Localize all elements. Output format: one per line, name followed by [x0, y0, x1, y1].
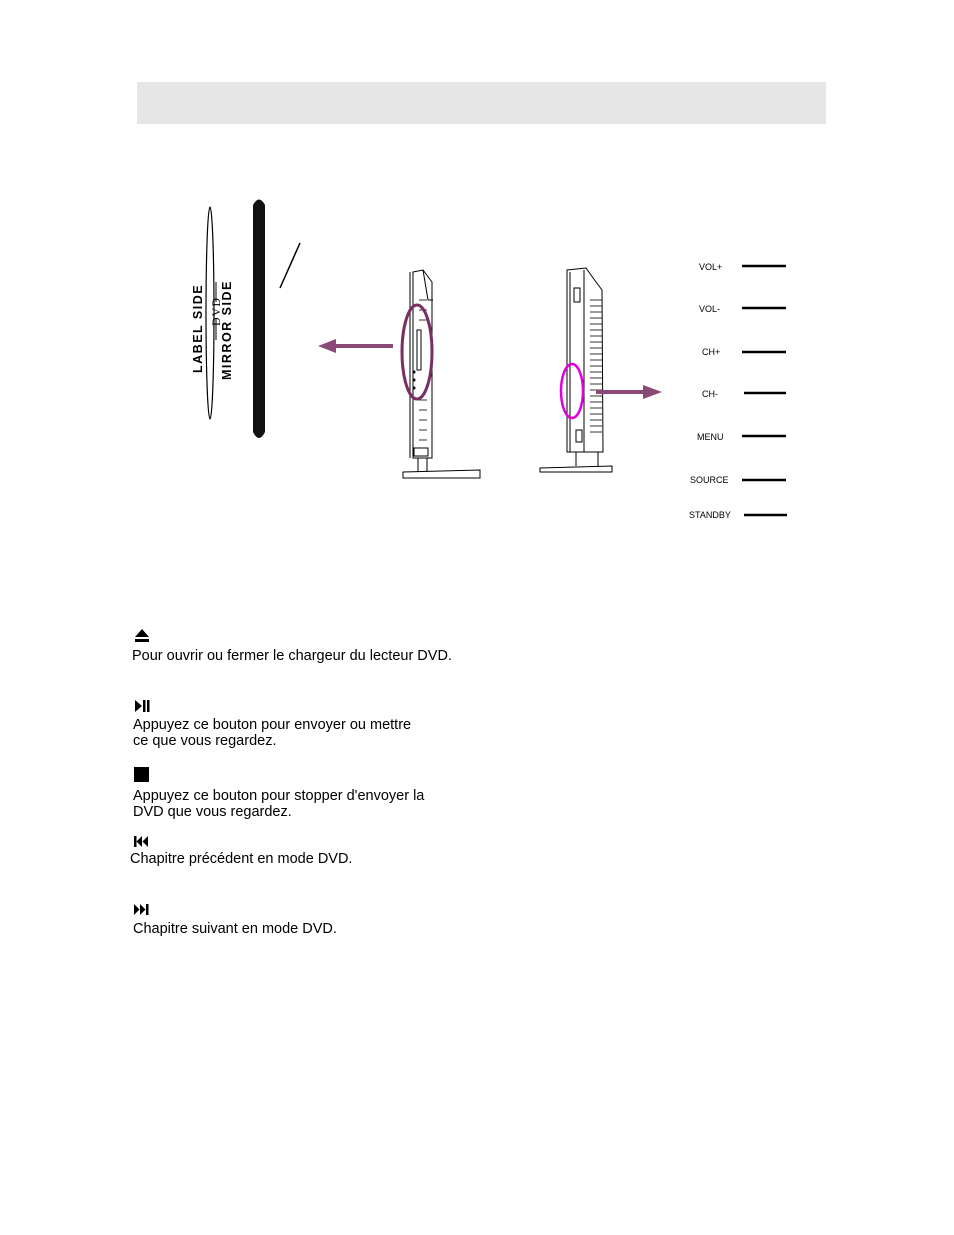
source-label: SOURCE	[690, 475, 729, 485]
menu-label: MENU	[697, 432, 724, 442]
pointer-line	[280, 243, 300, 288]
vol-plus-label: VOL+	[699, 262, 723, 272]
ch-plus-label: CH+	[702, 347, 721, 357]
stop-icon	[134, 767, 150, 783]
ch-minus-label: CH-	[702, 389, 718, 399]
device-diagram	[0, 0, 954, 560]
play-pause-icon	[134, 699, 150, 713]
standby-label: STANDBY	[689, 510, 731, 520]
tv-side-view-right	[540, 268, 612, 472]
next-chapter-icon	[134, 904, 150, 915]
side-button-legend	[689, 262, 787, 520]
eject-icon	[134, 628, 150, 643]
tv-side-view-left	[403, 270, 480, 478]
label-side-text: LABEL SIDE	[191, 283, 205, 373]
side-buttons-highlight	[561, 364, 583, 418]
insert-arrow	[318, 339, 393, 353]
disc-edge	[253, 200, 265, 439]
previous-chapter-description: Chapitre précédent en mode DVD.	[130, 851, 353, 867]
buttons-arrow	[596, 385, 662, 399]
dvd-text: DVD	[209, 297, 223, 326]
next-chapter-description: Chapitre suivant en mode DVD.	[133, 921, 337, 937]
disc-illustration	[191, 207, 234, 419]
stop-description: Appuyez ce bouton pour stopper d'envoyer la DVD que vous regardez.	[133, 788, 425, 820]
play-pause-description: Appuyez ce bouton pour envoyer ou mettre ce que vous regardez.	[133, 717, 412, 749]
mirror-side-text: MIRROR SIDE	[220, 280, 234, 380]
vol-minus-label: VOL-	[699, 304, 721, 314]
eject-description: Pour ouvrir ou fermer le chargeur du lecteur DVD.	[132, 648, 452, 664]
previous-chapter-icon	[134, 836, 150, 847]
